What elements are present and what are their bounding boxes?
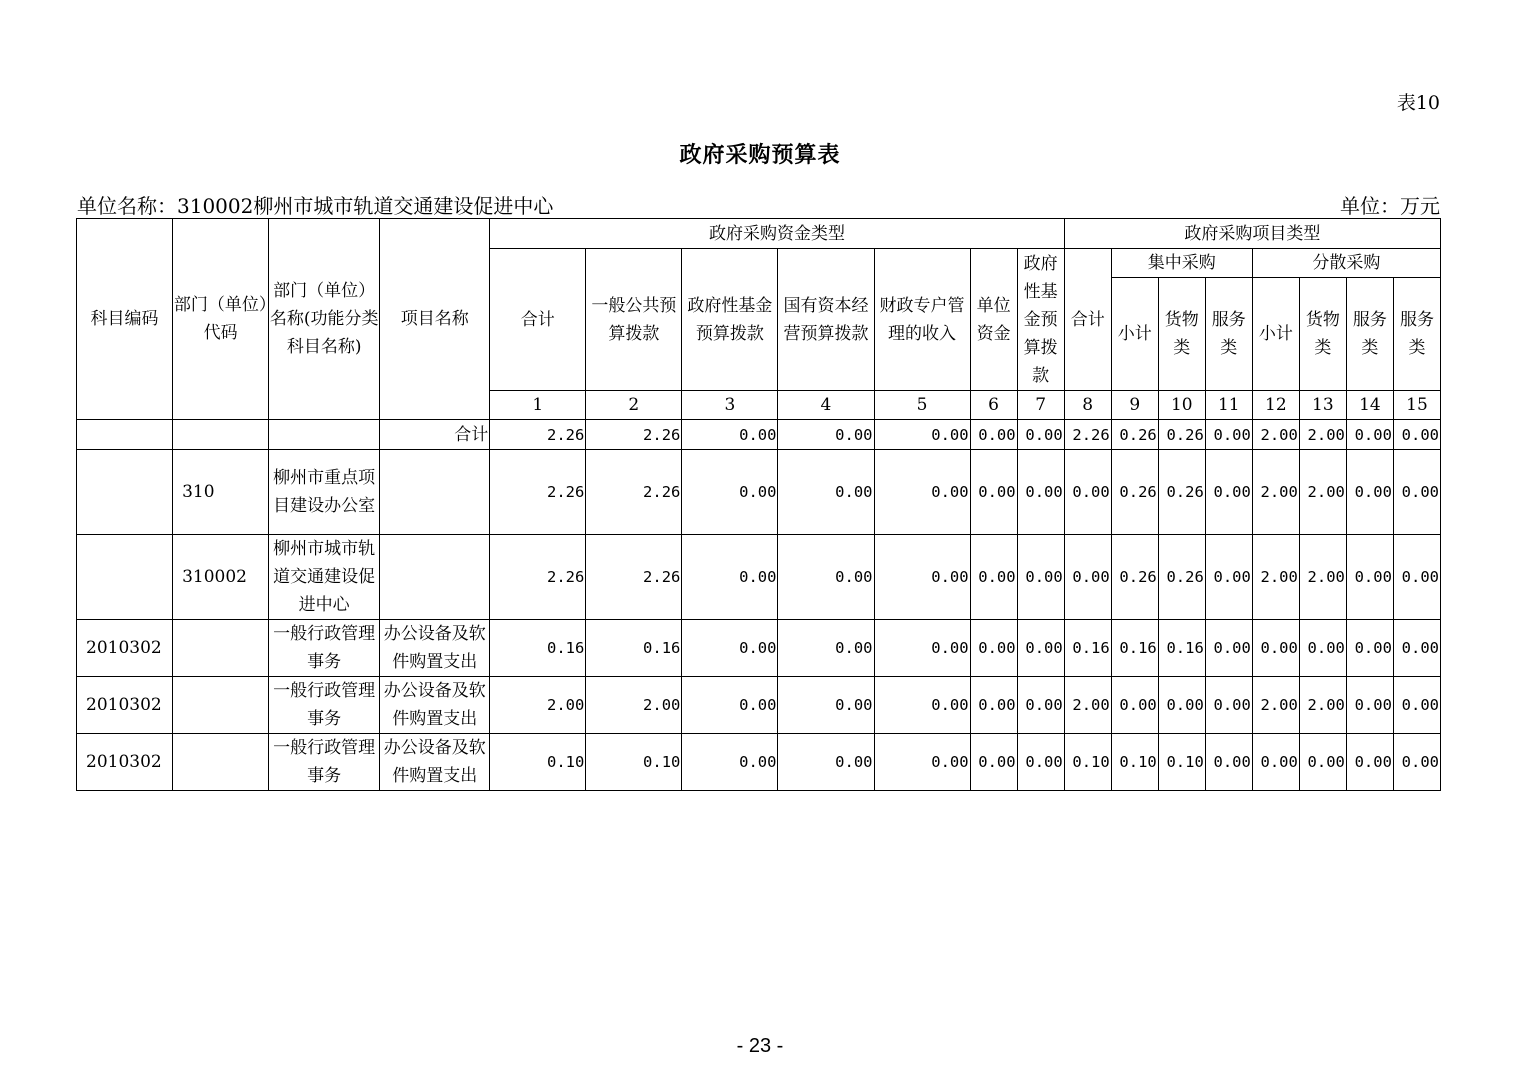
cell-value-col-9: 0.16 — [1111, 620, 1158, 677]
cell-value-col-1: 2.26 — [490, 535, 586, 620]
header-col-7: 政府性基金预算拨款 — [1017, 249, 1064, 391]
cell-value-col-3: 0.00 — [682, 535, 778, 620]
column-number-4: 4 — [778, 391, 874, 420]
cell-value-col-11: 0.00 — [1205, 420, 1252, 450]
cell-value-col-7: 0.00 — [1017, 620, 1064, 677]
header-col-4: 国有资本经营预算拨款 — [778, 249, 874, 391]
cell-value-col-14: 0.00 — [1346, 677, 1393, 734]
column-number-1: 1 — [490, 391, 586, 420]
cell-value-col-14: 0.00 — [1346, 620, 1393, 677]
cell-value-col-12: 2.00 — [1252, 450, 1299, 535]
cell-value-col-14: 0.00 — [1346, 420, 1393, 450]
cell-value-col-2: 2.26 — [586, 420, 682, 450]
cell-value-col-15: 0.00 — [1393, 420, 1440, 450]
cell-value-col-4: 0.00 — [778, 620, 874, 677]
cell-value-col-9: 0.26 — [1111, 450, 1158, 535]
cell-value-col-15: 0.00 — [1393, 450, 1440, 535]
cell-value-col-5: 0.00 — [874, 677, 970, 734]
header-project-name: 项目名称 — [380, 219, 490, 420]
cell-value-col-5: 0.00 — [874, 420, 970, 450]
cell-project-name — [380, 535, 490, 620]
cell-value-col-13: 2.00 — [1299, 535, 1346, 620]
cell-value-col-7: 0.00 — [1017, 677, 1064, 734]
cell-value-col-13: 2.00 — [1299, 420, 1346, 450]
header-col-1: 合计 — [490, 249, 586, 391]
cell-subject-code: 2010302 — [77, 677, 173, 734]
cell-value-col-12: 0.00 — [1252, 734, 1299, 791]
cell-value-col-13: 2.00 — [1299, 450, 1346, 535]
page-number: - 23 - — [736, 1035, 784, 1057]
cell-value-col-4: 0.00 — [778, 677, 874, 734]
header-col-14: 服务类 — [1346, 278, 1393, 391]
cell-project-name — [380, 450, 490, 535]
cell-dept-code — [173, 734, 269, 791]
header-col-13: 货物类 — [1299, 278, 1346, 391]
cell-value-col-15: 0.00 — [1393, 677, 1440, 734]
header-col-3: 政府性基金预算拨款 — [682, 249, 778, 391]
cell-value-col-11: 0.00 — [1205, 620, 1252, 677]
column-number-9: 9 — [1111, 391, 1158, 420]
header-col-5: 财政专户管理的收入 — [874, 249, 970, 391]
column-number-7: 7 — [1017, 391, 1064, 420]
cell-value-col-11: 0.00 — [1205, 734, 1252, 791]
cell-value-col-13: 2.00 — [1299, 677, 1346, 734]
cell-value-col-1: 0.10 — [490, 734, 586, 791]
cell-value-col-12: 2.00 — [1252, 677, 1299, 734]
unit-name: 单位名称：310002柳州市城市轨道交通建设促进中心 — [77, 194, 554, 218]
cell-value-col-11: 0.00 — [1205, 535, 1252, 620]
cell-dept-code: 310 — [173, 450, 269, 535]
header-col-12: 小计 — [1252, 278, 1299, 391]
column-number-11: 11 — [1205, 391, 1252, 420]
cell-dept-name — [269, 420, 380, 450]
cell-value-col-14: 0.00 — [1346, 535, 1393, 620]
column-number-15: 15 — [1393, 391, 1440, 420]
table-row — [77, 450, 1441, 535]
column-number-14: 14 — [1346, 391, 1393, 420]
cell-value-col-4: 0.00 — [778, 420, 874, 450]
header-dept-name: 部门（单位）名称(功能分类科目名称) — [269, 219, 380, 420]
cell-value-col-3: 0.00 — [682, 677, 778, 734]
cell-value-col-15: 0.00 — [1393, 535, 1440, 620]
cell-value-col-3: 0.00 — [682, 734, 778, 791]
cell-value-col-7: 0.00 — [1017, 734, 1064, 791]
cell-value-col-10: 0.26 — [1158, 450, 1205, 535]
column-number-10: 10 — [1158, 391, 1205, 420]
cell-subject-code: 2010302 — [77, 620, 173, 677]
header-subject-code: 科目编码 — [77, 219, 173, 420]
page-title: 政府采购预算表 — [679, 142, 841, 168]
cell-value-col-9: 0.26 — [1111, 420, 1158, 450]
table-row — [77, 620, 1441, 677]
table-row — [77, 677, 1441, 734]
cell-value-col-8: 0.10 — [1064, 734, 1111, 791]
cell-value-col-5: 0.00 — [874, 620, 970, 677]
cell-value-col-14: 0.00 — [1346, 450, 1393, 535]
cell-value-col-12: 2.00 — [1252, 535, 1299, 620]
column-number-2: 2 — [586, 391, 682, 420]
cell-value-col-6: 0.00 — [970, 677, 1017, 734]
cell-subject-code — [77, 450, 173, 535]
cell-value-col-12: 2.00 — [1252, 420, 1299, 450]
cell-value-col-6: 0.00 — [970, 620, 1017, 677]
header-project-type: 政府采购项目类型 — [1064, 219, 1440, 249]
total-row — [77, 420, 1441, 450]
cell-dept-code — [173, 677, 269, 734]
cell-value-col-8: 2.00 — [1064, 677, 1111, 734]
cell-value-col-10: 0.00 — [1158, 677, 1205, 734]
cell-value-col-10: 0.26 — [1158, 535, 1205, 620]
cell-value-col-13: 0.00 — [1299, 620, 1346, 677]
cell-value-col-7: 0.00 — [1017, 535, 1064, 620]
cell-dept-code: 310002 — [173, 535, 269, 620]
cell-value-col-6: 0.00 — [970, 535, 1017, 620]
cell-value-col-12: 0.00 — [1252, 620, 1299, 677]
header-fund-type: 政府采购资金类型 — [490, 219, 1064, 249]
unit-info-row — [77, 190, 1440, 218]
cell-value-col-4: 0.00 — [778, 535, 874, 620]
cell-value-col-7: 0.00 — [1017, 450, 1064, 535]
cell-value-col-10: 0.10 — [1158, 734, 1205, 791]
cell-value-col-6: 0.00 — [970, 420, 1017, 450]
cell-subject-code — [77, 420, 173, 450]
cell-value-col-9: 0.10 — [1111, 734, 1158, 791]
cell-dept-name: 一般行政管理事务 — [269, 734, 380, 791]
column-number-6: 6 — [970, 391, 1017, 420]
procurement-budget-table — [76, 218, 1441, 791]
cell-subject-code — [77, 535, 173, 620]
cell-value-col-8: 2.26 — [1064, 420, 1111, 450]
cell-value-col-5: 0.00 — [874, 734, 970, 791]
cell-value-col-8: 0.00 — [1064, 535, 1111, 620]
header-dept-code: 部门（单位）代码 — [173, 219, 269, 420]
cell-value-col-10: 0.26 — [1158, 420, 1205, 450]
cell-project-name: 办公设备及软件购置支出 — [380, 620, 490, 677]
cell-dept-name: 柳州市城市轨道交通建设促进中心 — [269, 535, 380, 620]
column-number-13: 13 — [1299, 391, 1346, 420]
cell-value-col-2: 2.26 — [586, 450, 682, 535]
cell-value-col-6: 0.00 — [970, 450, 1017, 535]
cell-dept-name: 一般行政管理事务 — [269, 620, 380, 677]
cell-value-col-3: 0.00 — [682, 450, 778, 535]
cell-value-col-2: 0.10 — [586, 734, 682, 791]
cell-value-col-5: 0.00 — [874, 535, 970, 620]
cell-subject-code: 2010302 — [77, 734, 173, 791]
column-number-3: 3 — [682, 391, 778, 420]
cell-project-name: 合计 — [380, 420, 490, 450]
header-col-8: 合计 — [1064, 249, 1111, 391]
cell-value-col-3: 0.00 — [682, 420, 778, 450]
header-decentralized: 分散采购 — [1252, 249, 1440, 278]
column-number-8: 8 — [1064, 391, 1111, 420]
cell-value-col-9: 0.00 — [1111, 677, 1158, 734]
cell-value-col-11: 0.00 — [1205, 450, 1252, 535]
cell-value-col-2: 2.26 — [586, 535, 682, 620]
header-col-15: 服务类 — [1393, 278, 1440, 391]
cell-value-col-1: 2.00 — [490, 677, 586, 734]
cell-value-col-5: 0.00 — [874, 450, 970, 535]
cell-value-col-7: 0.00 — [1017, 420, 1064, 450]
cell-value-col-2: 0.16 — [586, 620, 682, 677]
cell-project-name: 办公设备及软件购置支出 — [380, 677, 490, 734]
cell-value-col-13: 0.00 — [1299, 734, 1346, 791]
column-number-5: 5 — [874, 391, 970, 420]
cell-value-col-10: 0.16 — [1158, 620, 1205, 677]
table-row — [77, 734, 1441, 791]
cell-value-col-4: 0.00 — [778, 450, 874, 535]
column-number-12: 12 — [1252, 391, 1299, 420]
table-row — [77, 535, 1441, 620]
cell-value-col-15: 0.00 — [1393, 734, 1440, 791]
cell-value-col-14: 0.00 — [1346, 734, 1393, 791]
header-col-11: 服务类 — [1205, 278, 1252, 391]
cell-dept-code — [173, 420, 269, 450]
cell-value-col-11: 0.00 — [1205, 677, 1252, 734]
cell-value-col-6: 0.00 — [970, 734, 1017, 791]
cell-value-col-1: 2.26 — [490, 420, 586, 450]
header-col-10: 货物类 — [1158, 278, 1205, 391]
header-col-2: 一般公共预算拨款 — [586, 249, 682, 391]
cell-value-col-9: 0.26 — [1111, 535, 1158, 620]
money-unit: 单位：万元 — [1340, 194, 1440, 218]
cell-project-name: 办公设备及软件购置支出 — [380, 734, 490, 791]
cell-value-col-3: 0.00 — [682, 620, 778, 677]
cell-value-col-1: 0.16 — [490, 620, 586, 677]
header-col-6: 单位资金 — [970, 249, 1017, 391]
cell-dept-name: 一般行政管理事务 — [269, 677, 380, 734]
cell-dept-name: 柳州市重点项目建设办公室 — [269, 450, 380, 535]
cell-value-col-8: 0.00 — [1064, 450, 1111, 535]
header-col-9: 小计 — [1111, 278, 1158, 391]
cell-value-col-15: 0.00 — [1393, 620, 1440, 677]
cell-value-col-8: 0.16 — [1064, 620, 1111, 677]
table-number: 表10 — [1396, 92, 1440, 114]
cell-value-col-1: 2.26 — [490, 450, 586, 535]
header-centralized: 集中采购 — [1111, 249, 1252, 278]
cell-dept-code — [173, 620, 269, 677]
cell-value-col-2: 2.00 — [586, 677, 682, 734]
cell-value-col-4: 0.00 — [778, 734, 874, 791]
